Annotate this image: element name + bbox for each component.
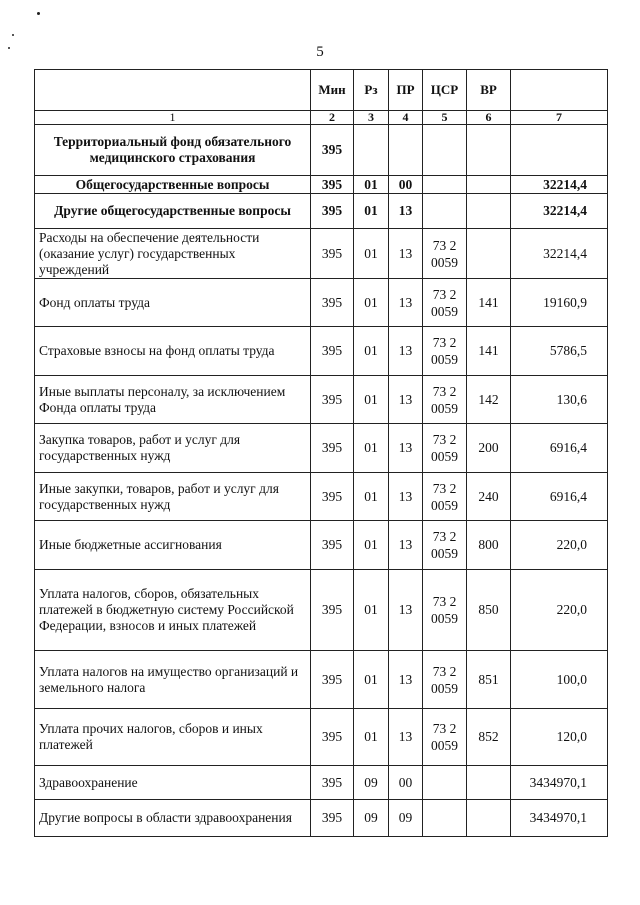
table-cell-vr: 141 (467, 279, 511, 327)
table-row (35, 473, 608, 521)
table-cell-min: 395 (311, 327, 354, 376)
table-cell-sum: 130,6 (511, 376, 608, 424)
table-row (35, 709, 608, 766)
table-cell-pr: 13 (389, 194, 423, 229)
header-row (35, 70, 608, 111)
table-cell-vr (467, 766, 511, 800)
header-cell-csr: ЦСР (423, 70, 467, 111)
header-cell (35, 70, 311, 111)
table-cell-vr: 240 (467, 473, 511, 521)
table-cell-pr: 13 (389, 570, 423, 651)
table-cell-rz: 09 (354, 800, 389, 837)
table-cell-vr (467, 229, 511, 279)
table-cell-csr: 73 2 0059 (423, 229, 467, 279)
table-row (35, 651, 608, 709)
table-cell-vr (467, 125, 511, 176)
table-cell-min: 395 (311, 651, 354, 709)
table-cell-vr: 800 (467, 521, 511, 570)
table-cell-name: Иные закупки, товаров, работ и услуг для государственных нужд (35, 473, 311, 521)
table-cell-sum: 32214,4 (511, 176, 608, 194)
table-row (35, 424, 608, 473)
table-row (35, 327, 608, 376)
table-cell-name: Здравоохранение (35, 766, 311, 800)
table-cell-vr: 852 (467, 709, 511, 766)
table-row (35, 229, 608, 279)
table-row (35, 570, 608, 651)
table-cell-vr: 850 (467, 570, 511, 651)
table-cell-min: 395 (311, 766, 354, 800)
table-cell-name: Иные выплаты персоналу, за исключением Фонда оплаты труда (35, 376, 311, 424)
table-cell-vr (467, 176, 511, 194)
table-cell-pr: 00 (389, 176, 423, 194)
column-number-row (35, 111, 608, 125)
table-cell-rz: 01 (354, 709, 389, 766)
table-cell-pr: 13 (389, 521, 423, 570)
budget-table (34, 69, 608, 837)
table-cell-min: 395 (311, 424, 354, 473)
column-number: 6 (467, 111, 511, 125)
table-cell-min: 395 (311, 279, 354, 327)
column-number: 2 (311, 111, 354, 125)
table-cell-sum: 32214,4 (511, 194, 608, 229)
table-cell-rz: 01 (354, 279, 389, 327)
table-cell-rz: 01 (354, 176, 389, 194)
table-cell-name: Другие вопросы в области здравоохранения (35, 800, 311, 837)
table-cell-sum: 220,0 (511, 570, 608, 651)
table-row (35, 766, 608, 800)
table-cell-pr: 13 (389, 279, 423, 327)
table-cell-csr (423, 176, 467, 194)
table-cell-sum: 19160,9 (511, 279, 608, 327)
table-cell-name: Уплата прочих налогов, сборов и иных платежей (35, 709, 311, 766)
table-cell-sum: 220,0 (511, 521, 608, 570)
table-cell-name: Уплата налогов, сборов, обязательных платежей в бюджетную систему Российской Федерации, взносов и иных платежей (35, 570, 311, 651)
table-row (35, 376, 608, 424)
table-cell-csr (423, 194, 467, 229)
table-cell-vr: 200 (467, 424, 511, 473)
table-cell-csr: 73 2 0059 (423, 279, 467, 327)
header-cell-vr: ВР (467, 70, 511, 111)
column-number: 4 (389, 111, 423, 125)
table-cell-csr: 73 2 0059 (423, 376, 467, 424)
table-cell-sum: 3434970,1 (511, 766, 608, 800)
table-cell-csr (423, 800, 467, 837)
table-cell-rz: 01 (354, 424, 389, 473)
table-cell-vr: 851 (467, 651, 511, 709)
table-cell-pr: 13 (389, 424, 423, 473)
header-cell-pr: ПР (389, 70, 423, 111)
table-cell-csr: 73 2 0059 (423, 424, 467, 473)
table-cell-pr: 13 (389, 327, 423, 376)
table-row (35, 125, 608, 176)
table-cell-sum: 3434970,1 (511, 800, 608, 837)
table-cell-name: Закупка товаров, работ и услуг для государственных нужд (35, 424, 311, 473)
table-cell-min: 395 (311, 176, 354, 194)
table-cell-rz: 09 (354, 766, 389, 800)
column-number: 7 (511, 111, 608, 125)
table-cell-pr: 00 (389, 766, 423, 800)
table-cell-csr (423, 125, 467, 176)
table-cell-sum: 5786,5 (511, 327, 608, 376)
table-cell-csr: 73 2 0059 (423, 651, 467, 709)
table-cell-rz: 01 (354, 473, 389, 521)
table-cell-csr (423, 766, 467, 800)
table-cell-csr: 73 2 0059 (423, 521, 467, 570)
table-row (35, 800, 608, 837)
table-cell-name: Фонд оплаты труда (35, 279, 311, 327)
table-cell-name: Уплата налогов на имущество организаций и земельного налога (35, 651, 311, 709)
table-cell-pr: 09 (389, 800, 423, 837)
table-cell-csr: 73 2 0059 (423, 709, 467, 766)
table-cell-csr: 73 2 0059 (423, 570, 467, 651)
table-row (35, 194, 608, 229)
table-cell-min: 395 (311, 125, 354, 176)
table-cell-sum: 120,0 (511, 709, 608, 766)
column-number: 5 (423, 111, 467, 125)
table-cell-vr: 141 (467, 327, 511, 376)
table-cell-vr (467, 194, 511, 229)
table-cell-sum: 6916,4 (511, 473, 608, 521)
table-cell-pr: 13 (389, 376, 423, 424)
table-cell-csr: 73 2 0059 (423, 473, 467, 521)
table-cell-name: Страховые взносы на фонд оплаты труда (35, 327, 311, 376)
header-cell-min: Мин (311, 70, 354, 111)
table-cell-name: Иные бюджетные ассигнования (35, 521, 311, 570)
table-cell-min: 395 (311, 229, 354, 279)
table-row (35, 521, 608, 570)
table-cell-rz: 01 (354, 570, 389, 651)
table-cell-vr: 142 (467, 376, 511, 424)
header-cell-rz: Рз (354, 70, 389, 111)
table-cell-pr: 13 (389, 709, 423, 766)
table-cell-rz: 01 (354, 229, 389, 279)
table-cell-rz: 01 (354, 651, 389, 709)
table-cell-sum: 6916,4 (511, 424, 608, 473)
column-number: 1 (35, 111, 311, 125)
table-cell-name: Расходы на обеспечение деятельности (оказание услуг) государственных учреждений (35, 229, 311, 279)
table-cell-rz (354, 125, 389, 176)
table-cell-min: 395 (311, 473, 354, 521)
table-row (35, 176, 608, 194)
table-cell-csr: 73 2 0059 (423, 327, 467, 376)
table-cell-min: 395 (311, 709, 354, 766)
table-cell-min: 395 (311, 570, 354, 651)
table-cell-name: Другие общегосударственные вопросы (35, 194, 311, 229)
table-cell-pr: 13 (389, 229, 423, 279)
table-cell-rz: 01 (354, 376, 389, 424)
table-cell-min: 395 (311, 800, 354, 837)
table-row (35, 279, 608, 327)
table-cell-vr (467, 800, 511, 837)
table-cell-name: Территориальный фонд обязательного медицинского страхования (35, 125, 311, 176)
header-cell (511, 70, 608, 111)
table-cell-name: Общегосударственные вопросы (35, 176, 311, 194)
page-number: 5 (316, 44, 324, 60)
table-cell-sum: 32214,4 (511, 229, 608, 279)
table-cell-pr (389, 125, 423, 176)
table-cell-rz: 01 (354, 194, 389, 229)
table-cell-min: 395 (311, 376, 354, 424)
table-cell-sum (511, 125, 608, 176)
column-number: 3 (354, 111, 389, 125)
table-cell-min: 395 (311, 194, 354, 229)
table-cell-sum: 100,0 (511, 651, 608, 709)
table-cell-pr: 13 (389, 473, 423, 521)
table-cell-rz: 01 (354, 521, 389, 570)
table-cell-pr: 13 (389, 651, 423, 709)
table-cell-min: 395 (311, 521, 354, 570)
table-cell-rz: 01 (354, 327, 389, 376)
